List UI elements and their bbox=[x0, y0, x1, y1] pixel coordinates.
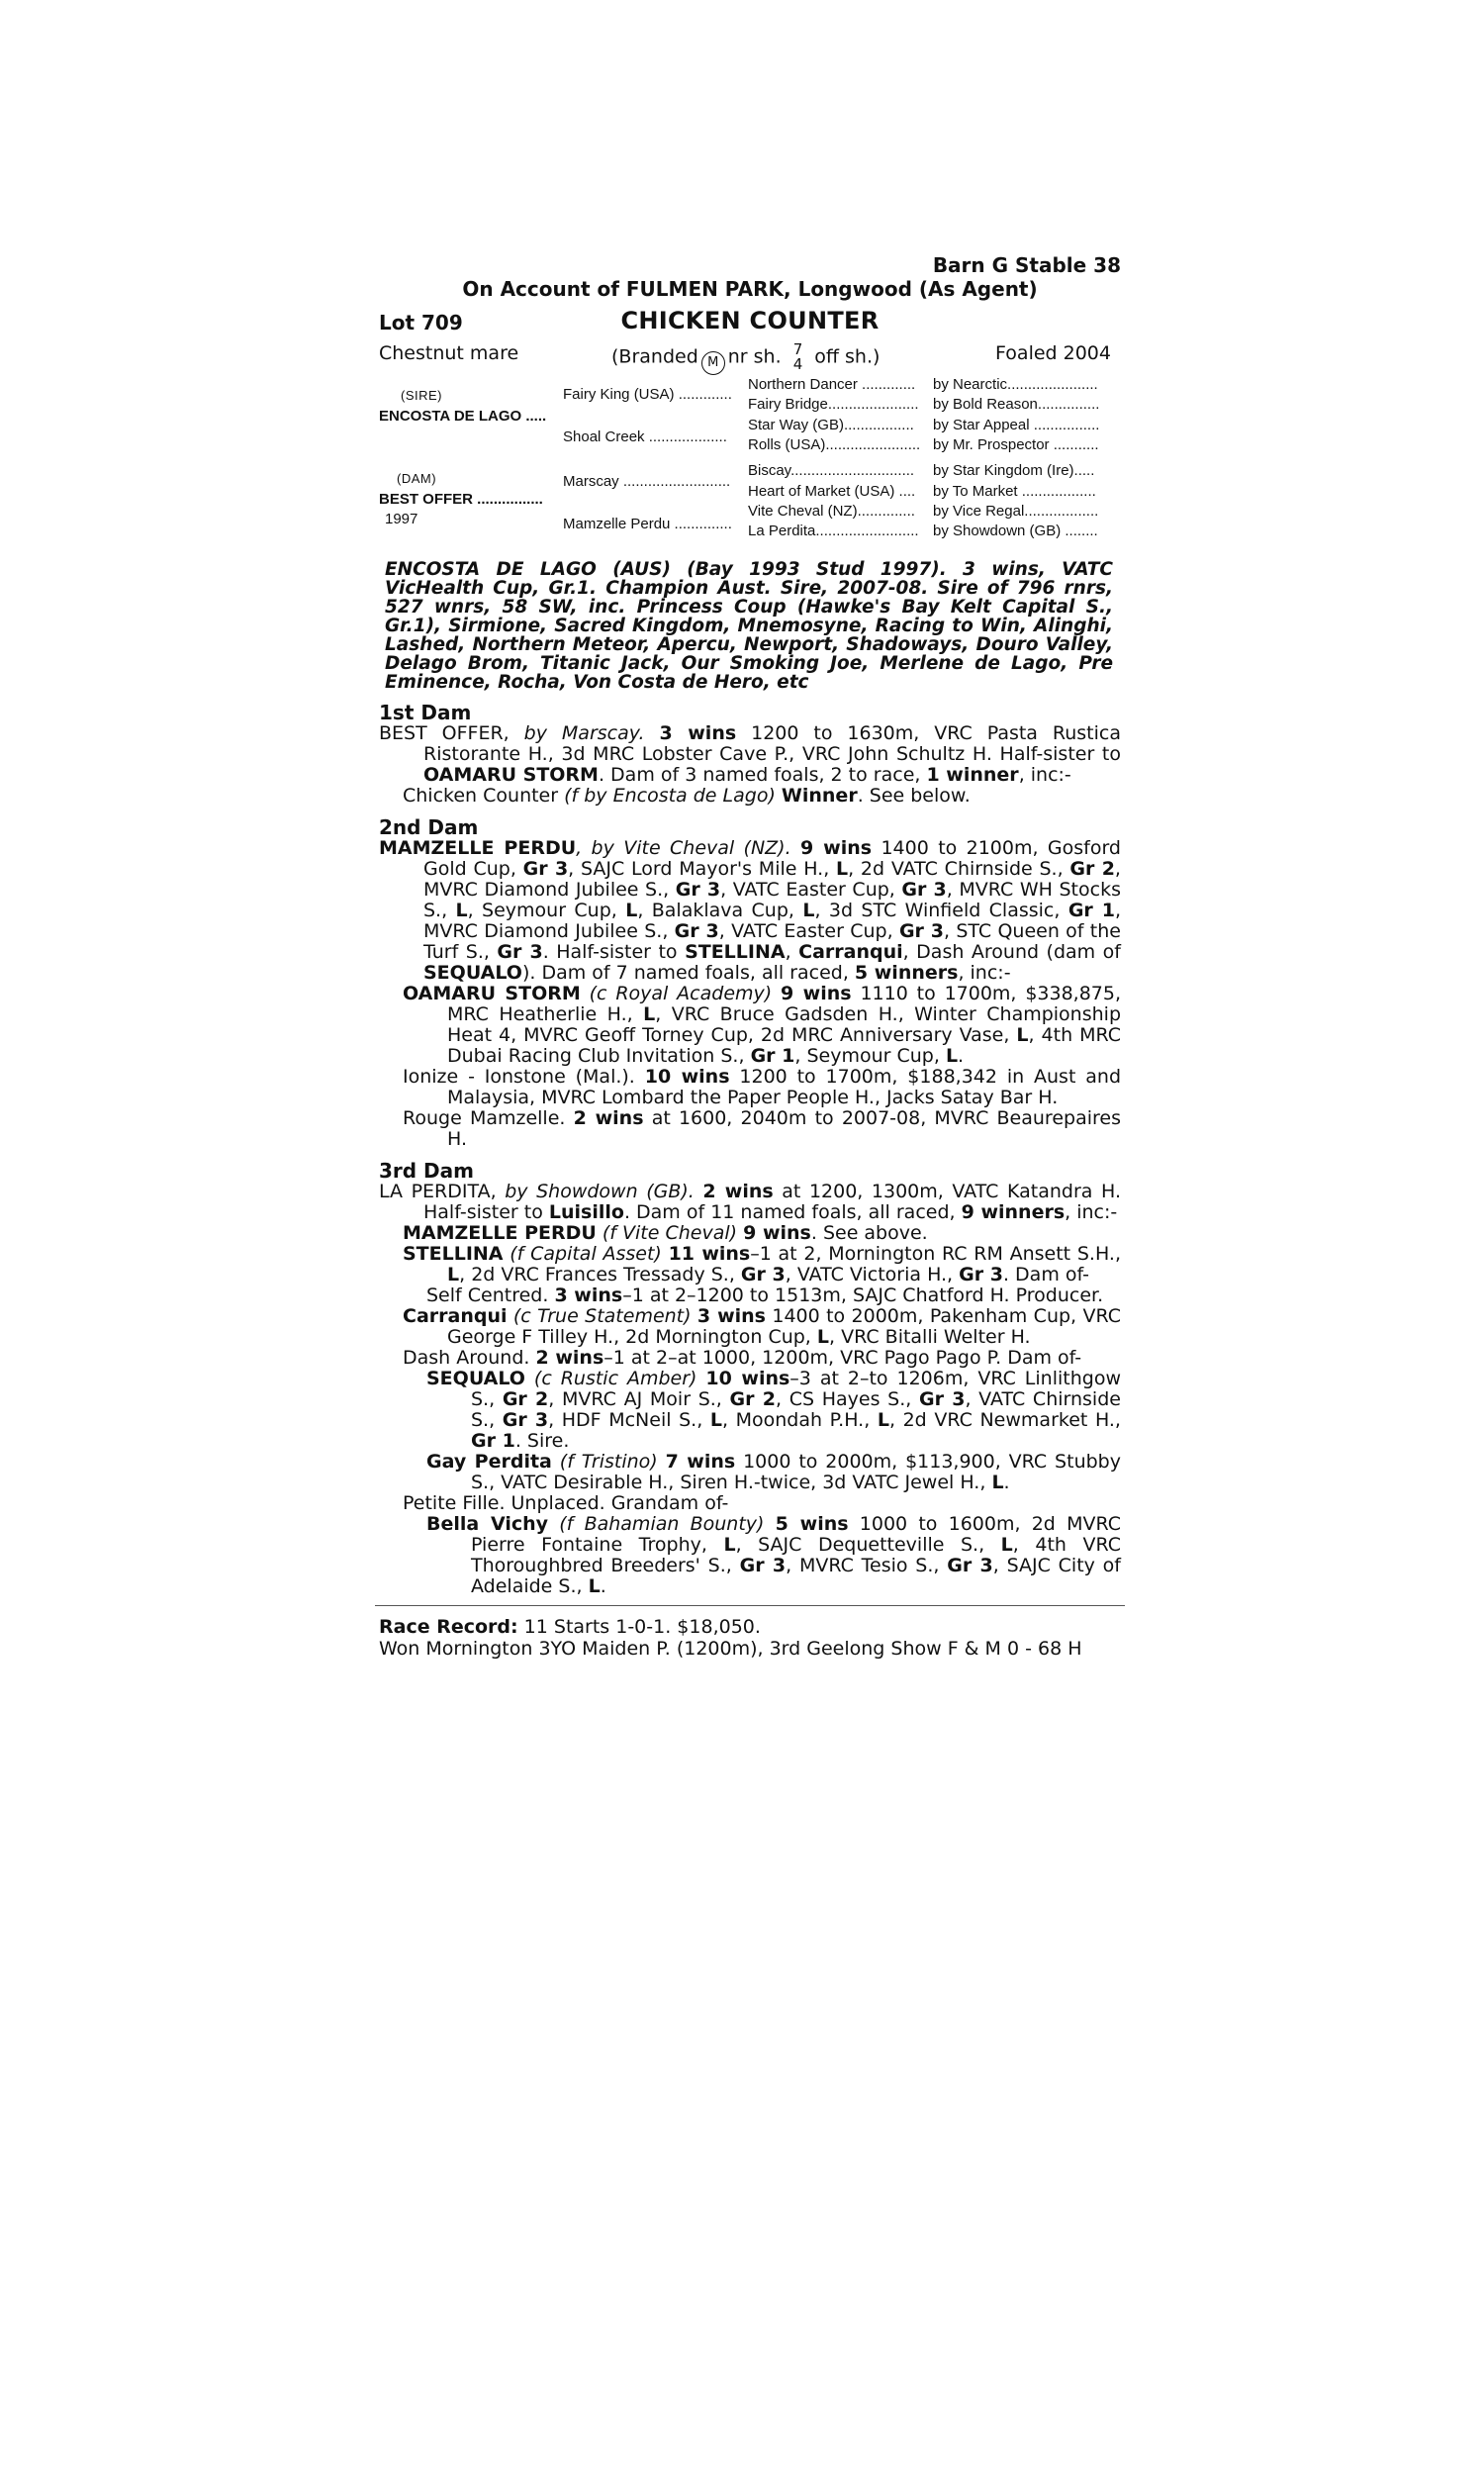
sire-ref: (f by Encosta de Lago) bbox=[564, 785, 776, 807]
progeny-bella-vichy bbox=[379, 1514, 1121, 1597]
entry-text: Ionize - Ionstone (Mal.). bbox=[403, 1066, 635, 1088]
race-record-label: Race Record: bbox=[379, 1616, 518, 1638]
horse-name: SEQUALO bbox=[426, 1368, 525, 1389]
wins: 2 wins bbox=[573, 1107, 644, 1129]
sire-ref: (c Royal Academy) bbox=[589, 983, 773, 1004]
entry-text: , inc:- bbox=[1018, 764, 1071, 786]
wins: 2 wins bbox=[702, 1181, 774, 1202]
g4-ancestor: by To Market .................. bbox=[933, 483, 1096, 500]
progeny-gay-perdita bbox=[379, 1452, 1121, 1493]
horse-description bbox=[379, 336, 1121, 373]
grade: Gr 3 bbox=[901, 879, 947, 901]
grade: Gr 3 bbox=[919, 1388, 966, 1410]
entry-text: . See above. bbox=[810, 1222, 928, 1244]
winners-count: 5 winners bbox=[854, 962, 959, 984]
horse-name: Luisillo bbox=[548, 1201, 624, 1223]
grade: Gr 3 bbox=[674, 920, 719, 942]
grade: Gr 3 bbox=[497, 941, 543, 963]
progeny-carranqui bbox=[379, 1306, 1121, 1348]
entry-text: , 3d STC Winfield Classic, bbox=[814, 900, 1061, 921]
entry-text: , MVRC Diamond Jubilee S., bbox=[423, 900, 1121, 942]
grade: Gr 3 bbox=[739, 1555, 787, 1576]
horse-name: SEQUALO bbox=[423, 962, 522, 984]
sire-ref: by Showdown (GB). bbox=[505, 1181, 695, 1202]
horse-name: LA PERDITA, bbox=[379, 1181, 497, 1202]
lot-row bbox=[379, 305, 1121, 336]
entry-text: , VATC Easter Cup, bbox=[720, 879, 895, 901]
brand-pre: (Branded bbox=[611, 345, 698, 368]
dam-year: 1997 bbox=[385, 511, 418, 527]
entry-text: , MVRC Tesio S., bbox=[786, 1555, 940, 1576]
progeny-petite-fille: Petite Fille. Unplaced. Grandam of- bbox=[403, 1492, 729, 1514]
grade: L bbox=[945, 1045, 959, 1067]
entry-text: . Sire. bbox=[514, 1430, 570, 1452]
entry-text: 1000 to 2000m, $113,900, VRC Stubby S., VATC Desirable H., Siren H.-twice, 3d VATC Jewel H., bbox=[471, 1451, 1121, 1493]
wins: 9 wins bbox=[743, 1222, 811, 1244]
entry-text: , MVRC AJ Moir S., bbox=[548, 1388, 722, 1410]
entry-text: . Dam of 3 named foals, 2 to race, bbox=[598, 764, 921, 786]
entry-text: , inc:- bbox=[1065, 1201, 1118, 1223]
grade: L bbox=[836, 858, 849, 880]
winners-count: 1 winner bbox=[926, 764, 1019, 786]
grade: Gr 2 bbox=[1069, 858, 1115, 880]
grade: L bbox=[643, 1003, 656, 1025]
sire-dam: Shoal Creek ................... bbox=[563, 428, 727, 445]
sire-ref: (f Bahamian Bounty) bbox=[559, 1513, 765, 1535]
entry-text: 1400 to 2100m, Gosford Gold Cup, bbox=[423, 837, 1121, 880]
entry-text: . bbox=[958, 1045, 965, 1067]
sire-sire: Fairy King (USA) ............. bbox=[563, 386, 732, 403]
entry-text: –1 at 2, Mornington RC RM Ansett S.H., bbox=[750, 1243, 1121, 1265]
sire-ref: (f Tristino) bbox=[559, 1451, 658, 1473]
progeny-stellina bbox=[379, 1244, 1121, 1285]
grade: Gr 3 bbox=[959, 1264, 1003, 1285]
g3-ancestor: La Perdita......................... bbox=[748, 523, 919, 539]
sire-ref: by Marscay. bbox=[523, 722, 645, 744]
horse-name: Bella Vichy bbox=[426, 1513, 549, 1535]
grade: Gr 3 bbox=[502, 1409, 549, 1431]
horse-name: BEST OFFER, bbox=[379, 722, 510, 744]
entry-text: . See below. bbox=[857, 785, 971, 807]
entry-text: , MVRC WH Stocks S., bbox=[423, 879, 1121, 921]
g3-ancestor: Rolls (USA)....................... bbox=[748, 436, 921, 453]
entry-text: , VRC Bruce Gadsden H., Winter Championship Heat 4, MVRC Geoff Torney Cup, 2d MRC Anniversary Vase, bbox=[447, 1003, 1122, 1046]
second-dam-heading: 2nd Dam bbox=[379, 815, 479, 839]
entry-text: , Moondah P.H., bbox=[721, 1409, 871, 1431]
entry-text: , bbox=[785, 941, 791, 963]
dam-name: BEST OFFER ................ bbox=[379, 491, 543, 508]
entry-text: , 2d VRC Frances Tressady S., bbox=[459, 1264, 735, 1285]
entry-text: , inc:- bbox=[958, 962, 1011, 984]
g3-ancestor: Heart of Market (USA) .... bbox=[748, 483, 916, 500]
grade: Gr 2 bbox=[502, 1388, 549, 1410]
entry-text: , VATC Easter Cup, bbox=[718, 920, 893, 942]
g3-ancestor: Northern Dancer ............. bbox=[748, 376, 916, 393]
wins: 2 wins bbox=[535, 1347, 604, 1369]
g4-ancestor: by Nearctic...................... bbox=[933, 376, 1098, 393]
grade: Gr 3 bbox=[898, 920, 944, 942]
entry-text: , SAJC Dequetteville S., bbox=[735, 1534, 985, 1556]
horse-name: Carranqui bbox=[403, 1305, 508, 1327]
grade: L bbox=[447, 1264, 460, 1285]
g3-ancestor: Fairy Bridge...................... bbox=[748, 396, 919, 413]
entry-text: 1000 to 1600m, 2d MVRC Pierre Fontaine Trophy, bbox=[471, 1513, 1121, 1556]
horse-name: CHICKEN COUNTER bbox=[620, 307, 880, 334]
entry-text: , Dash Around (dam of bbox=[902, 941, 1121, 963]
horse-name: Gay Perdita bbox=[426, 1451, 552, 1473]
vendor-line: On Account of FULMEN PARK, Longwood (As Agent) bbox=[462, 277, 1038, 301]
entry-text: ). Dam of 7 named foals, all raced, bbox=[521, 962, 849, 984]
horse-name: Chicken Counter bbox=[403, 785, 559, 807]
grade: L bbox=[455, 900, 468, 921]
wins: 3 wins bbox=[659, 722, 737, 744]
grade: L bbox=[1000, 1534, 1013, 1556]
entry-text: 1200 to 1700m, $188,342 in Aust and Malaysia, MVRC Lombard the Paper People H., Jacks Satay Bar H. bbox=[447, 1066, 1121, 1108]
entry-text: , MVRC Diamond Jubilee S., bbox=[423, 858, 1121, 901]
g4-ancestor: by Bold Reason............... bbox=[933, 396, 1100, 413]
horse-name: Carranqui bbox=[798, 941, 903, 963]
progeny-mamzelle-perdu bbox=[379, 1223, 1121, 1244]
entry-text: 1200 to 1630m, VRC Pasta Rustica Ristorante H., 3d MRC Lobster Cave P., VRC John Schultz H. Half-sister to bbox=[423, 722, 1121, 765]
brand-mid: nr sh. bbox=[727, 345, 782, 368]
g4-ancestor: by Mr. Prospector ........... bbox=[933, 436, 1099, 453]
entry-text: , SAJC City of Adelaide S., bbox=[471, 1555, 1121, 1597]
grade: L bbox=[802, 900, 815, 921]
sire-ref: , by Vite Cheval (NZ). bbox=[576, 837, 791, 859]
entry-text: Self Centred. bbox=[426, 1285, 549, 1306]
entry-text: , Balaklava Cup, bbox=[637, 900, 794, 921]
dam-label: (DAM) bbox=[397, 471, 437, 486]
wins: 11 wins bbox=[668, 1243, 751, 1265]
race-record-value: 11 Starts 1-0-1. $18,050. bbox=[523, 1616, 761, 1638]
barn-stable: Barn G Stable 38 bbox=[932, 253, 1121, 277]
grade: Gr 1 bbox=[471, 1430, 515, 1452]
entry-text: 1400 to 2000m, Pakenham Cup, VRC George F Tilley H., 2d Mornington Cup, bbox=[447, 1305, 1121, 1348]
dam-dam: Mamzelle Perdu .............. bbox=[563, 516, 732, 532]
grade: L bbox=[991, 1472, 1004, 1493]
grade: L bbox=[877, 1409, 889, 1431]
entry-text: . bbox=[600, 1575, 606, 1597]
catalogue-page bbox=[379, 253, 1121, 1660]
progeny-self-centred bbox=[379, 1285, 1121, 1306]
race-record bbox=[379, 1616, 1121, 1638]
entry-text: , Seymour Cup, bbox=[467, 900, 617, 921]
winners-count: 9 winners bbox=[961, 1201, 1066, 1223]
g4-ancestor: by Star Kingdom (Ire)..... bbox=[933, 462, 1095, 479]
entry-text: , 4th VRC Thoroughbred Breeders' S., bbox=[471, 1534, 1122, 1576]
brand-symbol: M bbox=[701, 351, 725, 375]
entry-text: . bbox=[1003, 1472, 1010, 1493]
horse-name: MAMZELLE PERDU bbox=[403, 1222, 597, 1244]
entry-text: at 1600, 2040m to 2007-08, MVRC Beaurepaires H. bbox=[447, 1107, 1121, 1150]
frac-numerator: 7 bbox=[792, 340, 803, 358]
entry-text: , SAJC Lord Mayor's Mile H., bbox=[568, 858, 830, 880]
dam-entry-la-perdita bbox=[379, 1182, 1121, 1223]
wins: 3 wins bbox=[696, 1305, 766, 1327]
horse-name: STELLINA bbox=[685, 941, 786, 963]
g3-ancestor: Biscay.............................. bbox=[748, 462, 915, 479]
sire-ref: (c True Statement) bbox=[512, 1305, 692, 1327]
g3-ancestor: Star Way (GB)................. bbox=[748, 417, 914, 433]
grade: L bbox=[723, 1534, 736, 1556]
progeny-rouge-mamzelle bbox=[379, 1108, 1121, 1150]
brand-fraction bbox=[793, 342, 803, 372]
grade: Gr 2 bbox=[729, 1388, 776, 1410]
grade: L bbox=[816, 1326, 830, 1348]
entry-text: , 4th MRC Dubai Racing Club Invitation S., bbox=[447, 1024, 1121, 1067]
grade: Gr 3 bbox=[740, 1264, 786, 1285]
entry-text: , VATC Chirnside S., bbox=[471, 1388, 1121, 1431]
horse-name: OAMARU STORM bbox=[423, 764, 599, 786]
pedigree-table bbox=[379, 374, 1121, 542]
sire-name: ENCOSTA DE LAGO ..... bbox=[379, 408, 547, 425]
dam-entry-chicken-counter bbox=[379, 786, 1121, 807]
sire-ref: (c Rustic Amber) bbox=[533, 1368, 697, 1389]
sire-ref: (f Capital Asset) bbox=[510, 1243, 662, 1265]
progeny-sequalo bbox=[379, 1369, 1121, 1452]
progeny-dash-around bbox=[379, 1348, 1121, 1369]
wins: 3 wins bbox=[554, 1285, 623, 1306]
dam-entry-mamzelle-perdu bbox=[379, 838, 1121, 984]
grade: Gr 1 bbox=[750, 1045, 795, 1067]
grade: L bbox=[625, 900, 638, 921]
sire-label: (SIRE) bbox=[401, 388, 442, 403]
race-record-wins: Won Mornington 3YO Maiden P. (1200m), 3rd Geelong Show F & M 0 - 68 H bbox=[379, 1638, 1082, 1660]
lot-number: Lot 709 bbox=[379, 311, 463, 334]
entry-text: –1 at 2–at 1000, 1200m, VRC Pago Pago P. Dam of- bbox=[603, 1347, 1082, 1369]
entry-text: , HDF McNeil S., bbox=[548, 1409, 703, 1431]
wins: 7 wins bbox=[665, 1451, 736, 1473]
entry-text: , CS Hayes S., bbox=[775, 1388, 912, 1410]
progeny-ionize bbox=[379, 1067, 1121, 1108]
foaled-year: Foaled 2004 bbox=[995, 342, 1111, 364]
g4-ancestor: by Vice Regal.................. bbox=[933, 503, 1099, 520]
entry-text: . Half-sister to bbox=[542, 941, 678, 963]
grade: Gr 1 bbox=[1067, 900, 1115, 921]
sire-blurb: ENCOSTA DE LAGO (AUS) (Bay 1993 Stud 1997). 3 wins, VATC VicHealth Cup, Gr.1. Champion Aust. Sire, 2007-08. Sire of 796 rnrs, 527 wnrs, 58 SW, inc. Princess Coup (Hawke's Bay Kelt Capital S., Gr.1), Sirmione, Sacred Kingdom, Mnemosyne, Racing to Win, Alinghi, Lashed, Northern Meteor, Apercu, Newport, Shadoways, Douro Valley, Delago Brom, Titanic Jack, Our Smoking Joe, Merlene de Lago, Pre Eminence, Rocha, Von Costa de Hero, etc bbox=[385, 559, 1113, 693]
entry-text: , 2d VATC Chirnside S., bbox=[848, 858, 1064, 880]
grade: L bbox=[1016, 1024, 1029, 1046]
wins: 10 wins bbox=[705, 1368, 790, 1389]
third-dam-heading: 3rd Dam bbox=[379, 1159, 474, 1183]
brand-info bbox=[611, 342, 880, 375]
dam-sire: Marscay .......................... bbox=[563, 473, 731, 490]
entry-text: –1 at 2–1200 to 1513m, SAJC Chatford H. Producer. bbox=[622, 1285, 1104, 1306]
g4-ancestor: by Star Appeal ................ bbox=[933, 417, 1100, 433]
wins: Winner bbox=[781, 785, 858, 807]
wins: 9 wins bbox=[781, 983, 852, 1004]
entry-text: Dash Around. bbox=[403, 1347, 530, 1369]
grade: Gr 3 bbox=[947, 1555, 993, 1576]
dam-entry-best-offer bbox=[379, 723, 1121, 786]
horse-name: OAMARU STORM bbox=[403, 983, 581, 1004]
grade: Gr 3 bbox=[522, 858, 569, 880]
divider bbox=[375, 1605, 1125, 1606]
grade: Gr 3 bbox=[675, 879, 721, 901]
entry-text: , STC Queen of the Turf S., bbox=[423, 920, 1121, 963]
entry-text: , 2d VRC Newmarket H., bbox=[888, 1409, 1121, 1431]
color-sex: Chestnut mare bbox=[379, 342, 519, 364]
entry-text: Rouge Mamzelle. bbox=[403, 1107, 566, 1129]
entry-text: –3 at 2–to 1206m, VRC Linlithgow S., bbox=[471, 1368, 1121, 1410]
g3-ancestor: Vite Cheval (NZ).............. bbox=[748, 503, 915, 520]
entry-text: , VATC Victoria H., bbox=[785, 1264, 954, 1285]
frac-denominator: 4 bbox=[792, 355, 803, 373]
grade: L bbox=[709, 1409, 722, 1431]
entry-text: , VRC Bitalli Welter H. bbox=[829, 1326, 1031, 1348]
grade: L bbox=[588, 1575, 601, 1597]
entry-text: , Seymour Cup, bbox=[794, 1045, 940, 1067]
horse-name: MAMZELLE PERDU bbox=[379, 837, 577, 859]
entry-text: . Dam of 11 named foals, all raced, bbox=[623, 1201, 956, 1223]
wins: 5 wins bbox=[775, 1513, 849, 1535]
entry-text: . Dam of- bbox=[1002, 1264, 1089, 1285]
progeny-oamaru-storm bbox=[379, 984, 1121, 1067]
horse-name: STELLINA bbox=[403, 1243, 504, 1265]
entry-text: at 1200, 1300m, VATC Katandra H. Half-sister to bbox=[423, 1181, 1121, 1223]
wins: 9 wins bbox=[800, 837, 873, 859]
brand-post: off sh.) bbox=[814, 345, 881, 368]
wins: 10 wins bbox=[644, 1066, 730, 1088]
g4-ancestor: by Showdown (GB) ........ bbox=[933, 523, 1098, 539]
sire-ref: (f Vite Cheval) bbox=[602, 1222, 738, 1244]
first-dam-heading: 1st Dam bbox=[379, 701, 472, 724]
entry-text: 1110 to 1700m, $338,875, MRC Heatherlie H., bbox=[447, 983, 1122, 1025]
